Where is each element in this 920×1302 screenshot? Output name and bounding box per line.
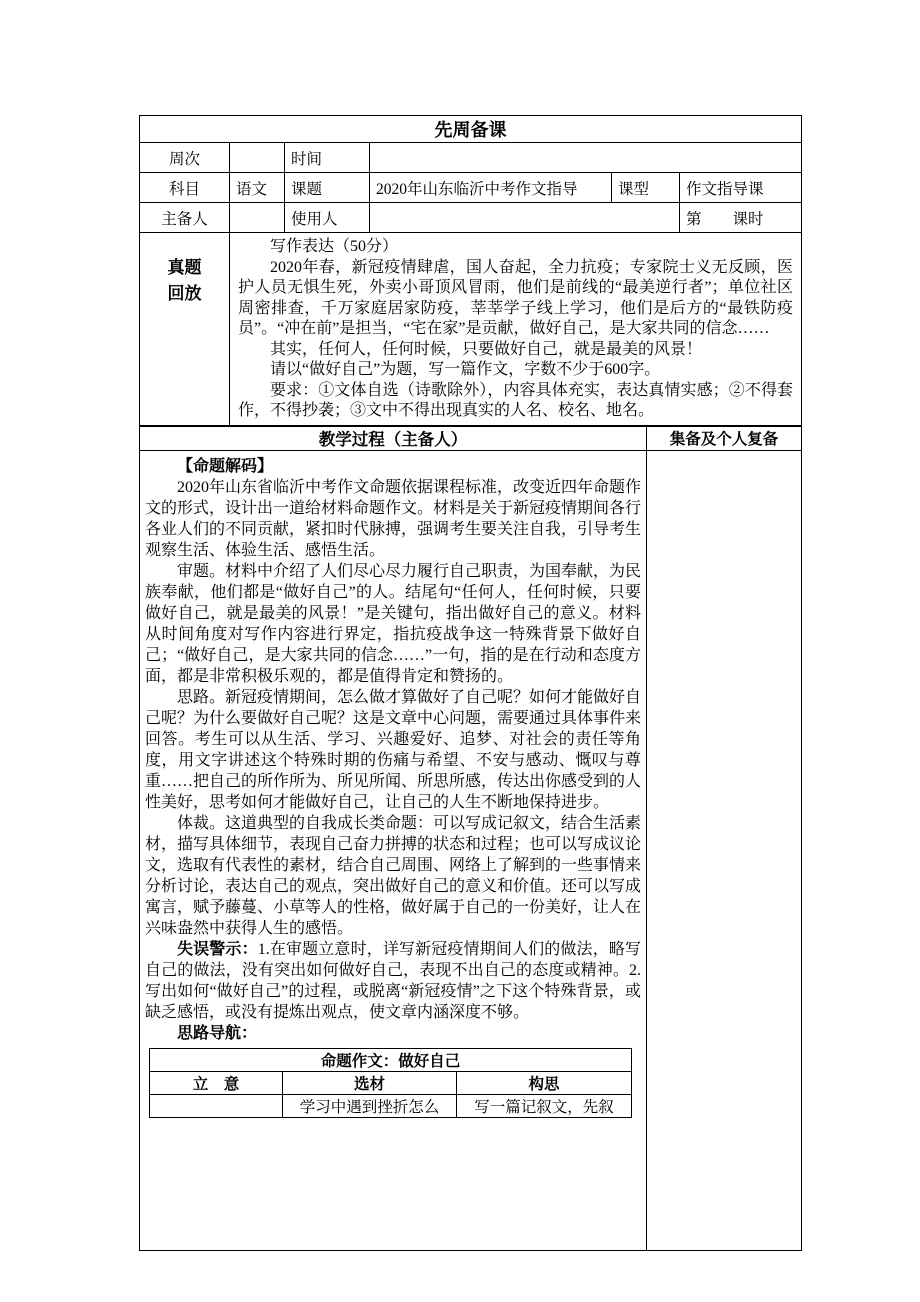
warning-label: 失误警示： — [177, 941, 258, 958]
user-label-cell: 使用人 — [285, 203, 370, 233]
decode-paragraph-4: 体裁。这道典型的自我成长类命题：可以写成记叙文，结合生活素材，描写具体细节，表现自己奋力拼搏的状态和过程；也可以写成议论文，选取有代表性的素材，结合自己周围、网络上了解到的一些事情来分析讨论，表达自己的观点，突出做好自己的意义和价值。还可以写成寓言，赋予藤蔓、小草等人的性格，做好属于自己的一份美好，让人在兴味盎然中获得人生的感悟。 — [145, 815, 642, 937]
side-column-title-cell: 集备及个人复备 — [647, 426, 802, 451]
teaching-process-table — [139, 425, 802, 1251]
nav-cell-intent — [150, 1095, 283, 1118]
question-recall-label-cell — [140, 233, 230, 427]
week-label-cell: 周次 — [140, 143, 230, 173]
nav-header-structure: 构思 — [457, 1072, 632, 1095]
process-title-cell: 教学过程（主备人） — [140, 426, 647, 451]
decode-paragraph-3: 思路。新冠疫情期间，怎么做才算做好了自己呢？如何才能做好自己呢？为什么要做好自己呢？这是文章中心问题，需要通过具体事件来回答。考生可以从生活、学习、兴趣爱好、追梦、对社会的责任等角度，用文字讲述这个特殊时期的伤痛与希望、不安与感动、慨叹与尊重……把自己的所作所为、所见所闻、所思所感，传达出你感受到的人性美好，思考如何才能做好自己，让自己的人生不断地保持进步。 — [145, 689, 642, 811]
nav-table-title: 命题作文：做好自己 — [150, 1049, 632, 1072]
topic-value-cell: 2020年山东临沂中考作文指导 — [370, 173, 612, 203]
warning-text: 1.在审题立意时，详写新冠疫情期间人们的做法，略写自己的做法，没有突出如何做好自己，表现不出自己的态度或精神。2.写出如何“做好自己”的过程，或脱离“新冠疫情”之下这个特殊背景，或缺乏感悟，或没有提炼出观点，使文章内涵深度不够。 — [145, 941, 641, 1021]
composition-nav-table — [149, 1048, 632, 1118]
lesson-plan-document — [139, 115, 801, 1251]
question-recall-label-line1: 真题 — [167, 258, 202, 277]
subject-label-cell: 科目 — [140, 173, 230, 203]
decode-paragraph-2: 审题。材料中介绍了人们尽心尽力履行自己职责，为国奉献，为民族奉献，他们都是“做好自己”的人。结尾句“任何人，任何时候，只要做好自己，就是最美的风景！”是关键句，指出做好自己的意义。材料从时间角度对写作内容进行界定，指抗疫战争这一特殊背景下做好自己；“做好自己，是大家共同的信念……”一句，指的是在行动和态度方面，都是非常积极乐观的，都是值得肯定和赞扬的。 — [145, 563, 642, 685]
main-preparer-value-cell — [230, 203, 285, 233]
main-preparer-label-cell: 主备人 — [140, 203, 230, 233]
warning-paragraph — [145, 939, 641, 1023]
exam-paragraph-1: 2020年春，新冠疫情肆虐，国人奋起，全力抗疫；专家院士义无反顾，医护人员无惧生死，外卖小哥顶风冒雨，他们是前线的“最美逆行者”；单位社区周密排查，千万家庭居家防疫，莘莘学子线上学习，他们是后方的“最铁防疫员”。“冲在前”是担当，“宅在家”是贡献，做好自己，是大家共同的信念…… — [238, 258, 794, 337]
user-value-cell — [370, 203, 680, 233]
nav-heading: 思路导航： — [177, 1025, 258, 1042]
subject-value-cell: 语文 — [230, 173, 285, 203]
course-type-value-cell: 作文指导课 — [680, 173, 802, 203]
course-type-label-cell: 课型 — [612, 173, 680, 203]
nav-cell-structure: 写一篇记叙文，先叙 — [457, 1095, 632, 1118]
teaching-process-content-cell — [140, 451, 647, 1251]
time-label-cell: 时间 — [285, 143, 370, 173]
period-cell: 第 课时 — [680, 203, 802, 233]
exam-paragraph-4: 要求：①文体自选（诗歌除外），内容具体充实，表达真情实感；②不得套作，不得抄袭；③文中不得出现真实的人名、校名、地名。 — [238, 381, 794, 419]
decode-paragraph-1: 2020年山东省临沂中考作文命题依据课程标准，改变近四年命题作文的形式，设计出一道给材料命题作文。材料是关于新冠疫情期间各行各业人们的不同贡献，紧扣时代脉搏，强调考生要关注自我，引导考生观察生活、体验生活、感悟生活。 — [145, 479, 642, 559]
exam-section-heading: 写作表达（50分） — [270, 238, 399, 255]
week-value-cell — [230, 143, 285, 173]
time-value-cell — [370, 143, 802, 173]
nav-header-intent: 立 意 — [150, 1072, 283, 1095]
exam-paragraph-2: 其实，任何人，任何时候，只要做好自己，就是最美的风景！ — [270, 340, 703, 358]
nav-header-material: 选材 — [283, 1072, 457, 1095]
topic-label-cell: 课题 — [285, 173, 370, 203]
lesson-info-table — [139, 115, 802, 427]
exam-question-cell — [230, 233, 802, 427]
exam-paragraph-3: 请以“做好自己”为题，写一篇作文，字数不少于600字。 — [270, 361, 661, 378]
table-title: 先周备课 — [140, 116, 802, 143]
question-recall-label-line2: 回放 — [167, 284, 202, 303]
collective-prep-cell — [647, 451, 802, 1251]
decode-heading: 【命题解码】 — [177, 458, 274, 475]
nav-cell-material: 学习中遇到挫折怎么 — [283, 1095, 457, 1118]
